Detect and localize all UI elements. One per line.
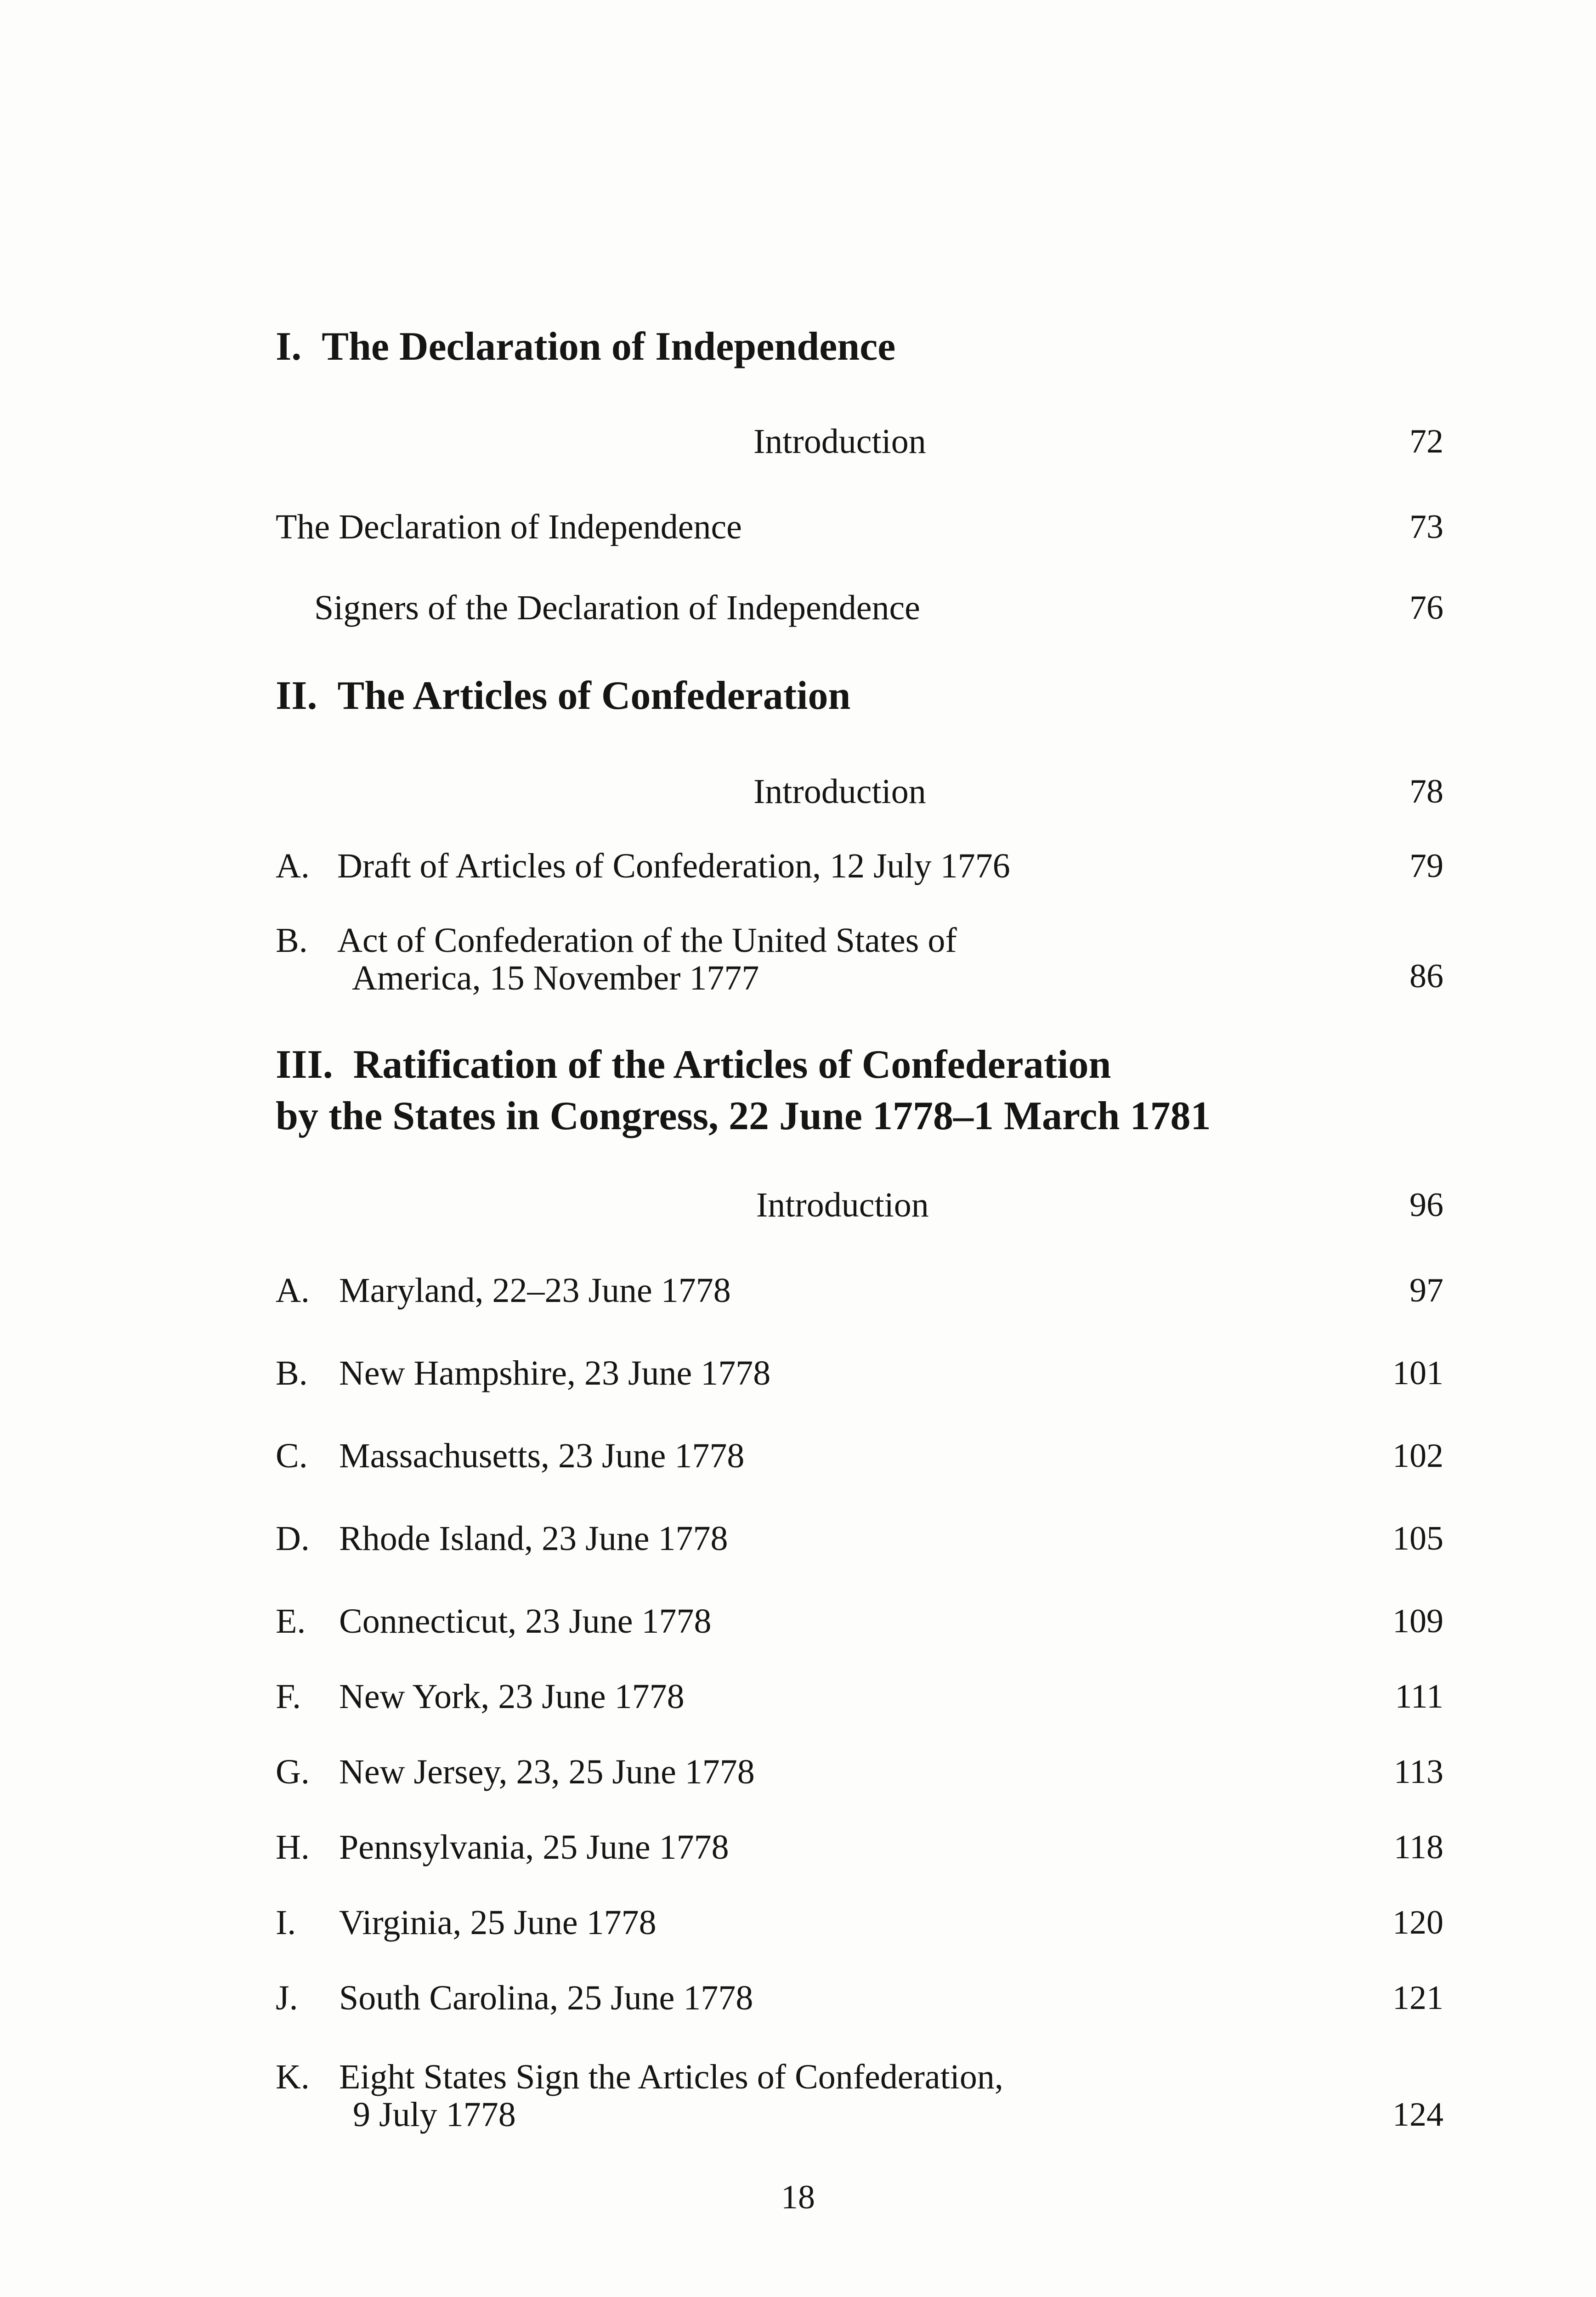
section-heading-iii	[276, 1039, 1211, 1142]
section-title: The Articles of Confederation	[337, 673, 851, 718]
toc-entry-act-of-confederation	[276, 922, 957, 997]
toc-entry-maryland	[276, 1271, 731, 1310]
entry-label: Introduction	[753, 772, 926, 811]
entry-label-line1: Act of Confederation of the United States of	[337, 921, 957, 960]
entry-letter: I.	[276, 1903, 296, 1942]
section-number: II.	[276, 673, 317, 718]
entry-label: New Jersey, 23, 25 June 1778	[339, 1753, 755, 1791]
entry-page-number: 109	[1392, 1602, 1443, 1640]
toc-entry-massachusetts	[276, 1436, 744, 1476]
entry-letter: B.	[276, 921, 308, 960]
entry-label: New Hampshire, 23 June 1778	[339, 1354, 771, 1392]
page-number-footer: 18	[781, 2178, 815, 2216]
entry-letter: A.	[276, 1271, 310, 1310]
toc-entry-south-carolina	[276, 1978, 753, 2018]
toc-entry-signers	[314, 588, 920, 628]
entry-label: Pennsylvania, 25 June 1778	[339, 1828, 729, 1867]
entry-page-number: 120	[1392, 1904, 1443, 1941]
entry-label: Introduction	[753, 422, 926, 461]
entry-page-number: 102	[1392, 1437, 1443, 1475]
entry-label-line1: Eight States Sign the Articles of Confederation,	[339, 2058, 1003, 2096]
toc-entry-introduction	[753, 772, 926, 811]
entry-page-number: 76	[1409, 589, 1443, 627]
entry-letter: J.	[276, 1979, 298, 2017]
entry-page-number: 97	[1409, 1272, 1443, 1309]
section-number: III.	[276, 1042, 333, 1087]
entry-page-number: 78	[1409, 773, 1443, 810]
toc-entry-virginia	[276, 1903, 657, 1942]
entry-page-number: 101	[1392, 1354, 1443, 1392]
entry-letter: K.	[276, 2058, 310, 2096]
entry-page-number: 121	[1392, 1979, 1443, 2017]
entry-label: Introduction	[756, 1186, 929, 1224]
entry-label: Virginia, 25 June 1778	[339, 1903, 657, 1942]
section-heading-i	[276, 322, 895, 372]
toc-entry-introduction	[756, 1185, 929, 1225]
entry-letter: C.	[276, 1437, 308, 1475]
entry-letter: G.	[276, 1753, 310, 1791]
entry-letter: H.	[276, 1828, 310, 1867]
entry-page-number: 79	[1409, 847, 1443, 885]
toc-entry-eight-states	[276, 2058, 1003, 2133]
toc-entry-rhode-island	[276, 1519, 728, 1558]
entry-page-number: 86	[1409, 957, 1443, 995]
entry-page-number: 111	[1395, 1678, 1443, 1715]
entry-label: The Declaration of Independence	[276, 508, 742, 546]
entry-page-number: 105	[1392, 1520, 1443, 1557]
entry-page-number: 124	[1392, 2096, 1443, 2133]
section-number: I.	[276, 324, 302, 369]
entry-label: South Carolina, 25 June 1778	[339, 1979, 753, 2017]
section-heading-ii	[276, 671, 850, 721]
entry-letter: E.	[276, 1602, 306, 1641]
entry-label: Connecticut, 23 June 1778	[339, 1602, 712, 1641]
entry-letter: B.	[276, 1354, 308, 1392]
toc-entry-introduction	[753, 422, 926, 461]
entry-page-number: 73	[1409, 508, 1443, 546]
toc-entry-new-york	[276, 1677, 685, 1716]
entry-letter: A.	[276, 847, 310, 885]
entry-label: Maryland, 22–23 June 1778	[339, 1271, 731, 1310]
entry-page-number: 96	[1409, 1186, 1443, 1224]
toc-entry-pennsylvania	[276, 1827, 729, 1867]
entry-page-number: 118	[1393, 1828, 1443, 1866]
entry-label: Massachusetts, 23 June 1778	[339, 1437, 745, 1475]
toc-entry-new-jersey	[276, 1752, 755, 1792]
entry-label: New York, 23 June 1778	[339, 1677, 685, 1716]
toc-entry-new-hampshire	[276, 1353, 770, 1393]
entry-label: Rhode Island, 23 June 1778	[339, 1519, 728, 1558]
section-title: The Declaration of Independence	[322, 324, 896, 369]
toc-entry-declaration	[276, 507, 742, 547]
entry-page-number: 72	[1409, 423, 1443, 460]
entry-label-line2: America, 15 November 1777	[352, 959, 759, 997]
toc-entry-draft-articles	[276, 846, 1010, 886]
section-title-line2: by the States in Congress, 22 June 1778–1 March 1781	[276, 1094, 1211, 1138]
entry-letter: F.	[276, 1677, 301, 1716]
entry-label-line2: 9 July 1778	[353, 2095, 516, 2134]
toc-entry-connecticut	[276, 1601, 712, 1641]
entry-page-number: 113	[1393, 1753, 1443, 1791]
section-title-line1: Ratification of the Articles of Confederation	[353, 1042, 1111, 1087]
entry-letter: D.	[276, 1519, 310, 1558]
entry-label: Draft of Articles of Confederation, 12 July 1776	[337, 847, 1010, 885]
entry-label: Signers of the Declaration of Independence	[314, 588, 920, 627]
